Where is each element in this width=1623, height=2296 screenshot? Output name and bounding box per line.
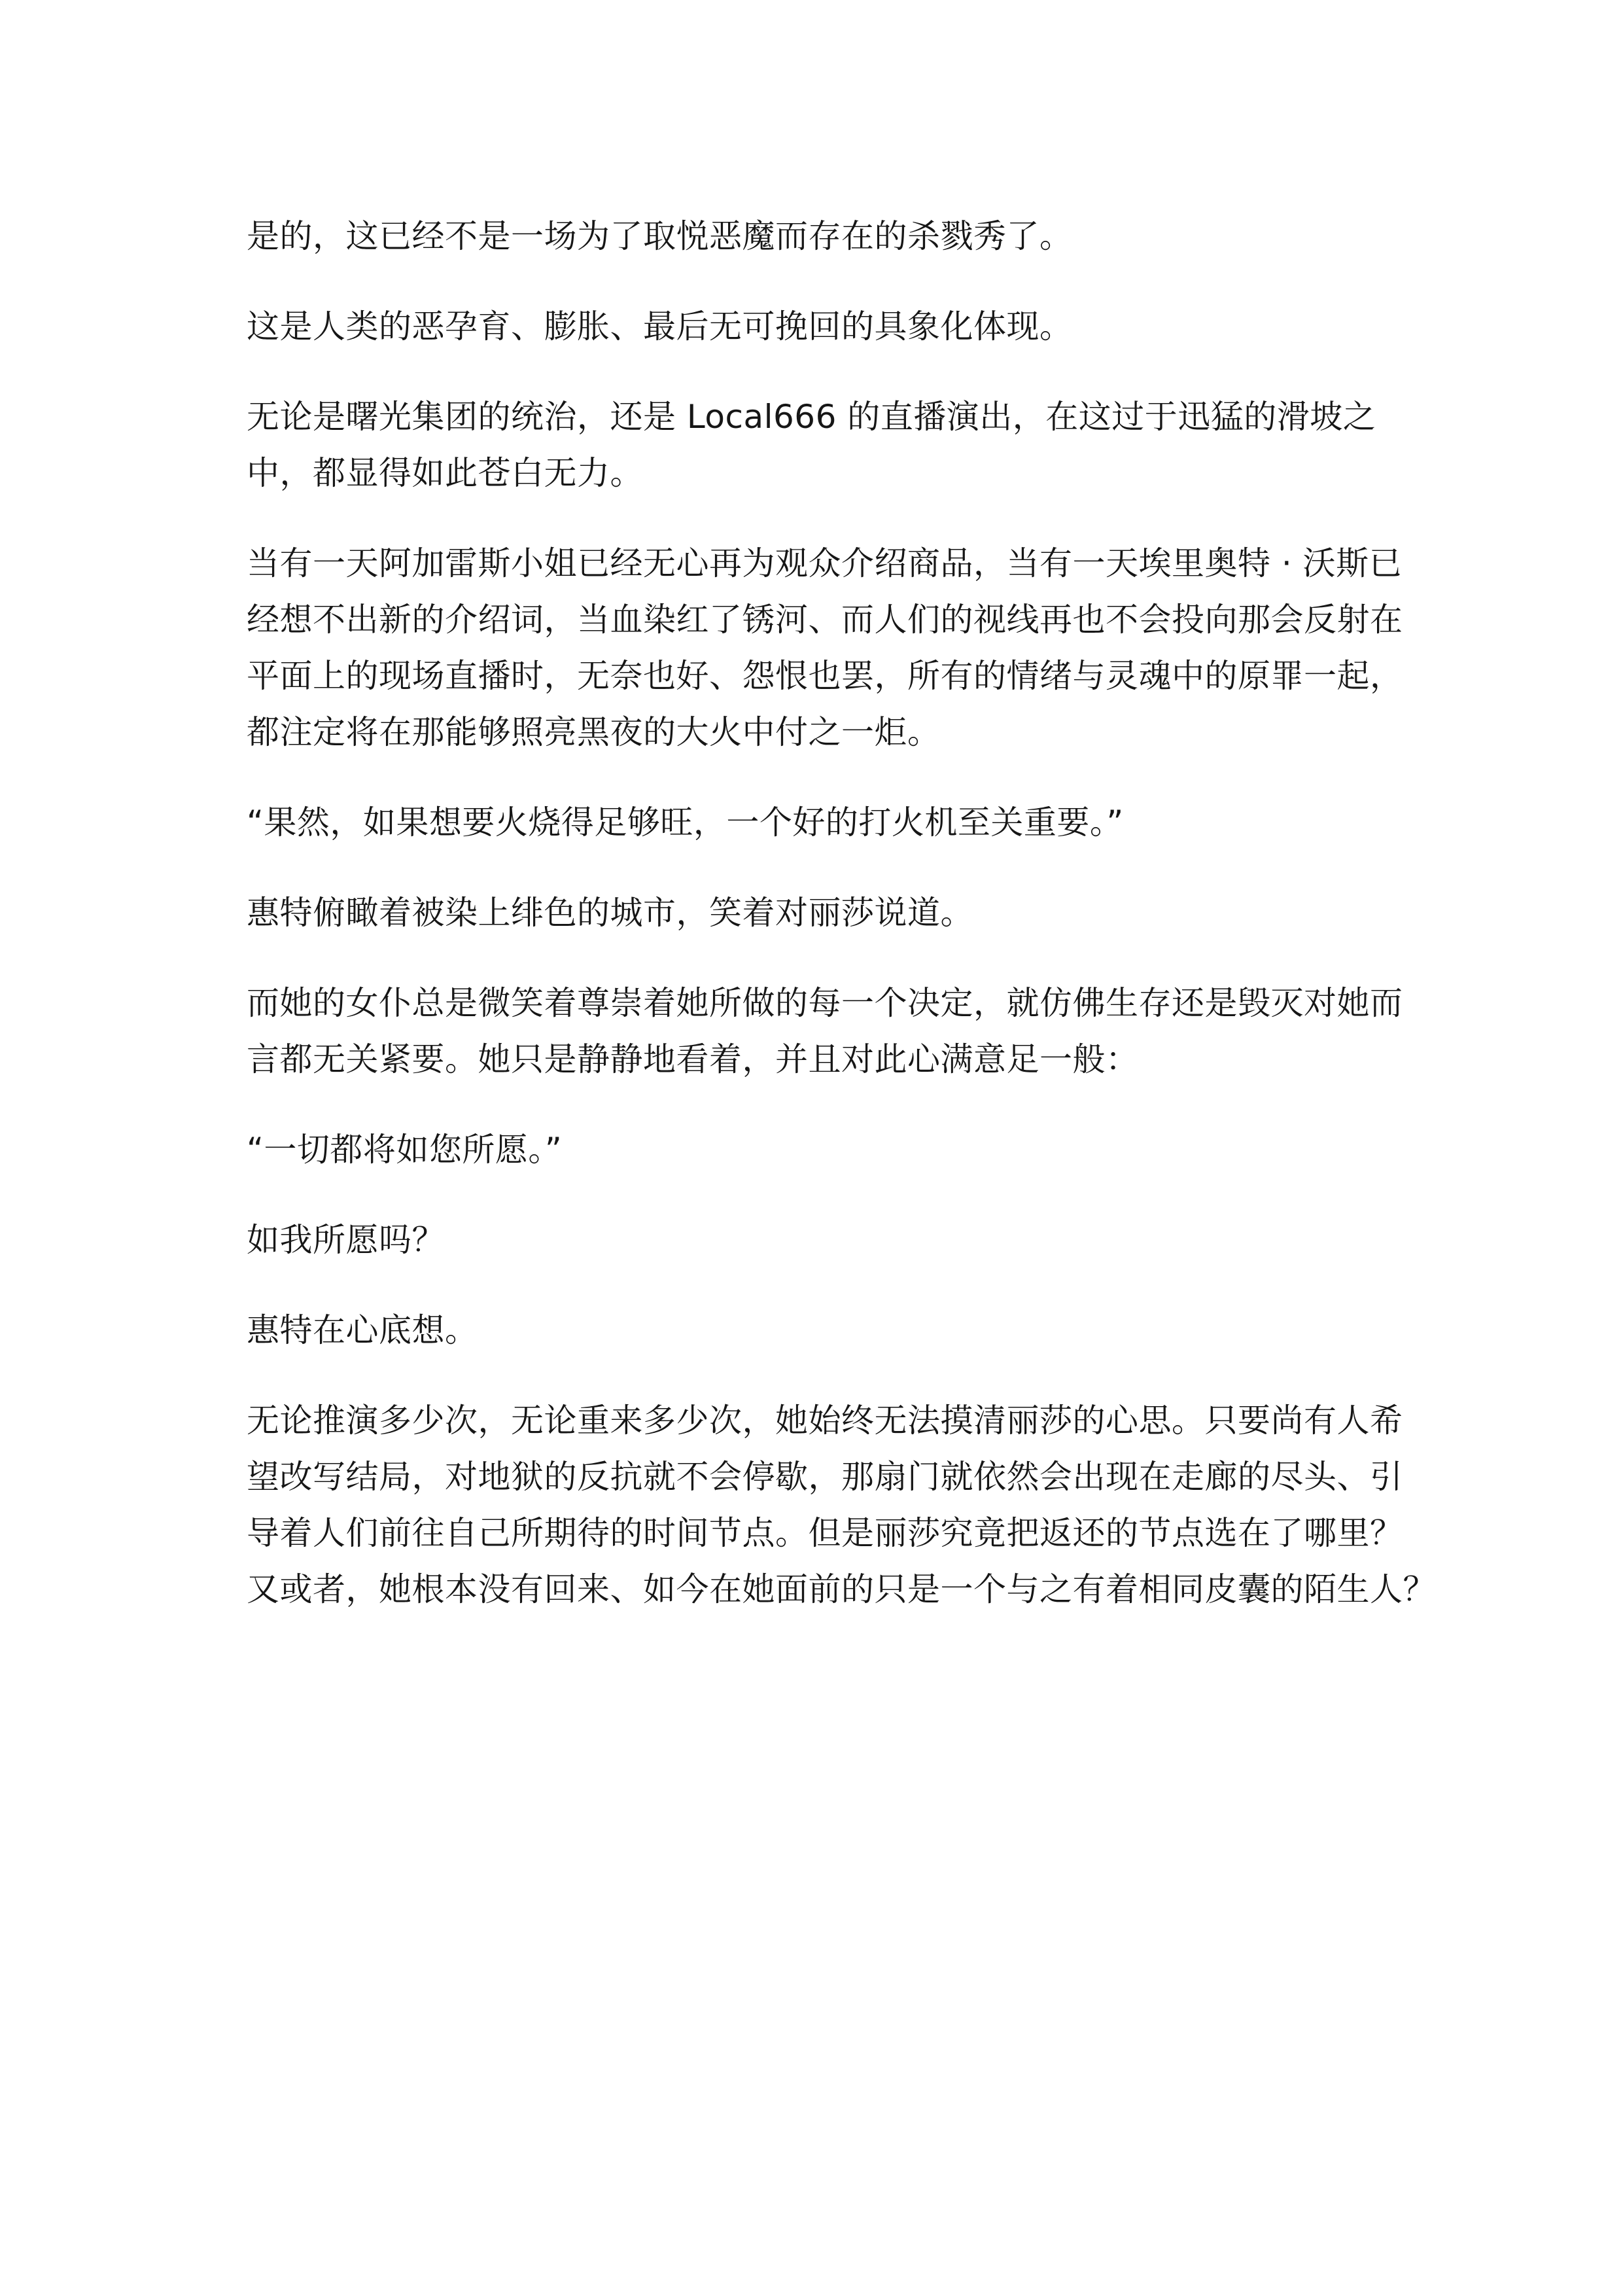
paragraph [247,208,1418,264]
paragraph [247,1212,1418,1268]
text-line: 惠特在心底想。 [247,1311,478,1349]
text-line: “果然，如果想要火烧得足够旺，一个好的打火机至关重要。” [247,804,1124,841]
paragraph [247,389,1418,501]
paragraph [247,885,1418,941]
text-line: 经想不出新的介绍词，当血染红了锈河、而人们的视线再也不会投向那会反射在 [247,601,1403,639]
text-line: 平面上的现场直播时，无奈也好、怨恨也罢，所有的情绪与灵魂中的原罪一起， [247,657,1403,695]
text-line: 如我所愿吗？ [247,1221,445,1259]
text-line: 都注定将在那能够照亮黑夜的大火中付之一炬。 [247,713,941,751]
text-line: 惠特俯瞰着被染上绯色的城市，笑着对丽莎说道。 [247,894,973,932]
text-line: 言都无关紧要。她只是静静地看着，并且对此心满意足一般： [247,1040,1139,1078]
text-line: 而她的女仆总是微笑着尊崇着她所做的每一个决定，就仿佛生存还是毁灭对她而 [247,984,1403,1022]
paragraph [247,298,1418,355]
paragraph [247,794,1418,851]
text-line: 无论是曙光集团的统治，还是 Local666 的直播演出，在这过于迅猛的滑坡之 [247,398,1376,436]
paragraph [247,1302,1418,1358]
text-line: “一切都将如您所愿。” [247,1131,563,1169]
text-line: 又或者，她根本没有回来、如今在她面前的只是一个与之有着相同皮囊的陌生人？ [247,1570,1436,1608]
text-line: 中，都显得如此苍白无力。 [247,454,643,492]
paragraph [247,535,1418,760]
text-line: 导着人们前往自己所期待的时间节点。但是丽莎究竟把返还的节点选在了哪里？ [247,1514,1403,1552]
text-line: 无论推演多少次，无论重来多少次，她始终无法摸清丽莎的心思。只要尚有人希 [247,1402,1403,1439]
text-line: 当有一天阿加雷斯小姐已经无心再为观众介绍商品，当有一天埃里奥特 · 沃斯已 [247,544,1403,582]
paragraph [247,1122,1418,1178]
text-line: 是的，这已经不是一场为了取悦恶魔而存在的杀戮秀了。 [247,217,1073,255]
paragraph [247,975,1418,1087]
paragraph [247,1392,1436,1617]
document-body [247,208,1436,1651]
text-line: 望改写结局，对地狱的反抗就不会停歇，那扇门就依然会出现在走廊的尽头、引 [247,1458,1403,1496]
text-line: 这是人类的恶孕育、膨胀、最后无可挽回的具象化体现。 [247,308,1073,345]
